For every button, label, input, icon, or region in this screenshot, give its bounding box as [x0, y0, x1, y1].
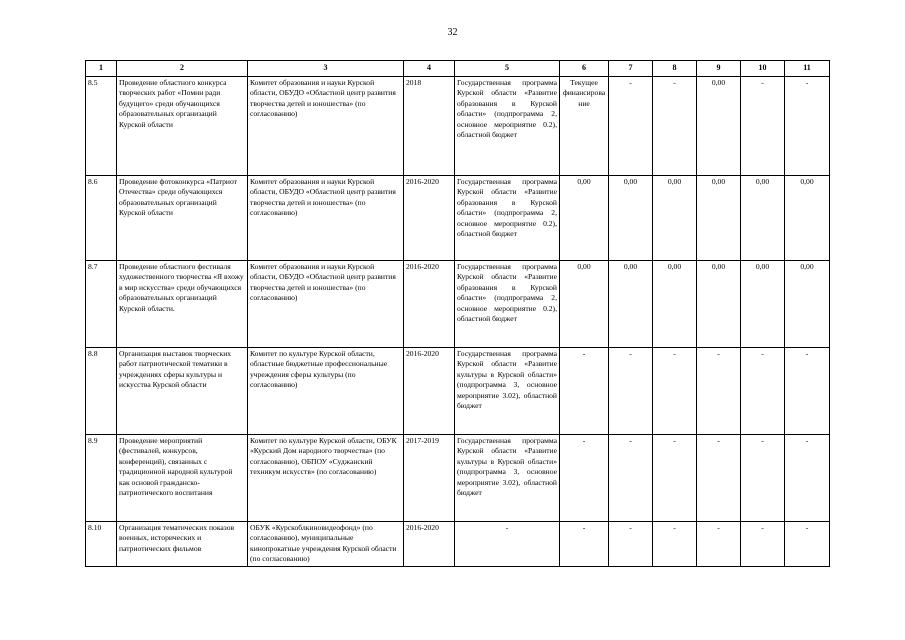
funding-cell: - [560, 348, 609, 435]
period-cell: 2016-2020 [404, 176, 455, 261]
row-number: 8.9 [86, 435, 117, 522]
value-cell: 0,00 [653, 176, 697, 261]
program-cell: Государственная программа Курской области «Развитие культуры в Курской области» (подпрограмма 3, основное мероприятие 3.02), областной бюджет [455, 435, 560, 522]
column-header: 4 [404, 61, 455, 77]
table-row [86, 435, 830, 522]
value-cell: - [653, 348, 697, 435]
column-header: 11 [785, 61, 830, 77]
value-cell: - [609, 348, 653, 435]
value-cell: - [609, 435, 653, 522]
column-header: 10 [741, 61, 785, 77]
table-header-row [86, 61, 830, 77]
funding-cell: - [560, 522, 609, 567]
value-cell: - [653, 77, 697, 176]
value-cell: - [785, 522, 830, 567]
executor-cell: Комитет образования и науки Курской области, ОБУДО «Областной центр развития творчества детей и юношества» (по согласованию) [248, 77, 404, 176]
row-number: 8.8 [86, 348, 117, 435]
period-cell: 2016-2020 [404, 261, 455, 348]
column-header: 9 [697, 61, 741, 77]
value-cell: - [785, 77, 830, 176]
table-row [86, 77, 830, 176]
column-header: 1 [86, 61, 117, 77]
value-cell: - [785, 435, 830, 522]
period-cell: 2018 [404, 77, 455, 176]
row-number: 8.6 [86, 176, 117, 261]
table-row [86, 261, 830, 348]
funding-cell: 0,00 [560, 261, 609, 348]
period-cell: 2016-2020 [404, 348, 455, 435]
event-cell: Проведение фотоконкурса «Патриот Отечества» среди обучающихся образовательных организаций Курской области [117, 176, 248, 261]
table-row [86, 522, 830, 567]
value-cell: - [741, 522, 785, 567]
value-cell: - [697, 348, 741, 435]
value-cell: - [697, 522, 741, 567]
program-cell: Государственная программа Курской области «Развитие образования в Курской области» (подпрограмма 2, основное мероприятие 0.2), областной бюджет [455, 261, 560, 348]
value-cell: 0,00 [609, 176, 653, 261]
program-cell: - [455, 522, 560, 567]
page-number: 32 [447, 27, 458, 38]
funding-cell: Текущее финансирова ние [560, 77, 609, 176]
executor-cell: Комитет по культуре Курской области, областные бюджетные профессиональные учреждения сферы культуры (по согласованию) [248, 348, 404, 435]
program-cell: Государственная программа Курской области «Развитие образования в Курской области» (подпрограмма 2, основное мероприятие 0.2), областной бюджет [455, 77, 560, 176]
period-cell: 2016-2020 [404, 522, 455, 567]
value-cell: - [653, 435, 697, 522]
column-header: 2 [117, 61, 248, 77]
event-cell: Организация выставок творческих работ патриотической тематики в учреждениях сферы культуры и искусства Курской области [117, 348, 248, 435]
row-number: 8.10 [86, 522, 117, 567]
event-cell: Организация тематических показов военных, исторических и патриотических фильмов [117, 522, 248, 567]
column-header: 3 [248, 61, 404, 77]
program-cell: Государственная программа Курской области «Развитие культуры в Курской области» (подпрограмма 3, основное мероприятие 3.02), областной бюджет [455, 348, 560, 435]
executor-cell: Комитет образования и науки Курской области, ОБУДО «Областной центр развития творчества детей и юношества» (по согласованию) [248, 176, 404, 261]
table-row [86, 348, 830, 435]
value-cell: 0,00 [697, 261, 741, 348]
value-cell: - [741, 77, 785, 176]
value-cell: 0,00 [697, 176, 741, 261]
executor-cell: Комитет образования и науки Курской области, ОБУДО «Областной центр развития творчества детей и юношества» (по согласованию) [248, 261, 404, 348]
value-cell: 0,00 [609, 261, 653, 348]
program-cell: Государственная программа Курской области «Развитие образования в Курской области» (подпрограмма 2, основное мероприятие 0.2), областной бюджет [455, 176, 560, 261]
event-cell: Проведение мероприятий (фестивалей, конкурсов, конференций), связанных с традиционной народной культурой как основой гражданско-патриотического воспитания [117, 435, 248, 522]
value-cell: - [609, 77, 653, 176]
event-cell: Проведение областного конкурса творческих работ «Помни ради будущего» среди обучающихся образовательных организаций Курской области [117, 77, 248, 176]
executor-cell: Комитет по культуре Курской области, ОБУК «Курский Дом народного творчества» (по согласованию), ОБПОУ «Суджанский техникум искусств» (по согласованию) [248, 435, 404, 522]
value-cell: 0,00 [741, 261, 785, 348]
value-cell: 0,00 [697, 77, 741, 176]
value-cell: - [609, 522, 653, 567]
value-cell: - [741, 435, 785, 522]
column-header: 8 [653, 61, 697, 77]
value-cell: 0,00 [741, 176, 785, 261]
value-cell: - [697, 435, 741, 522]
column-header: 6 [560, 61, 609, 77]
value-cell: 0,00 [785, 261, 830, 348]
period-cell: 2017-2019 [404, 435, 455, 522]
value-cell: - [653, 522, 697, 567]
value-cell: - [785, 348, 830, 435]
funding-cell: - [560, 435, 609, 522]
event-cell: Проведение областного фестиваля художественного творчества «Я вхожу в мир искусства» среди обучающихся образовательных организаций Курской области. [117, 261, 248, 348]
column-header: 5 [455, 61, 560, 77]
row-number: 8.7 [86, 261, 117, 348]
funding-cell: 0,00 [560, 176, 609, 261]
table-row [86, 176, 830, 261]
column-header: 7 [609, 61, 653, 77]
value-cell: - [741, 348, 785, 435]
program-activities-table [85, 60, 830, 567]
value-cell: 0,00 [653, 261, 697, 348]
executor-cell: ОБУК «Курскоблкиновидеофонд» (по согласованию), муниципальные кинопрокатные учреждения Курской области (по согласованию) [248, 522, 404, 567]
row-number: 8.5 [86, 77, 117, 176]
value-cell: 0,00 [785, 176, 830, 261]
